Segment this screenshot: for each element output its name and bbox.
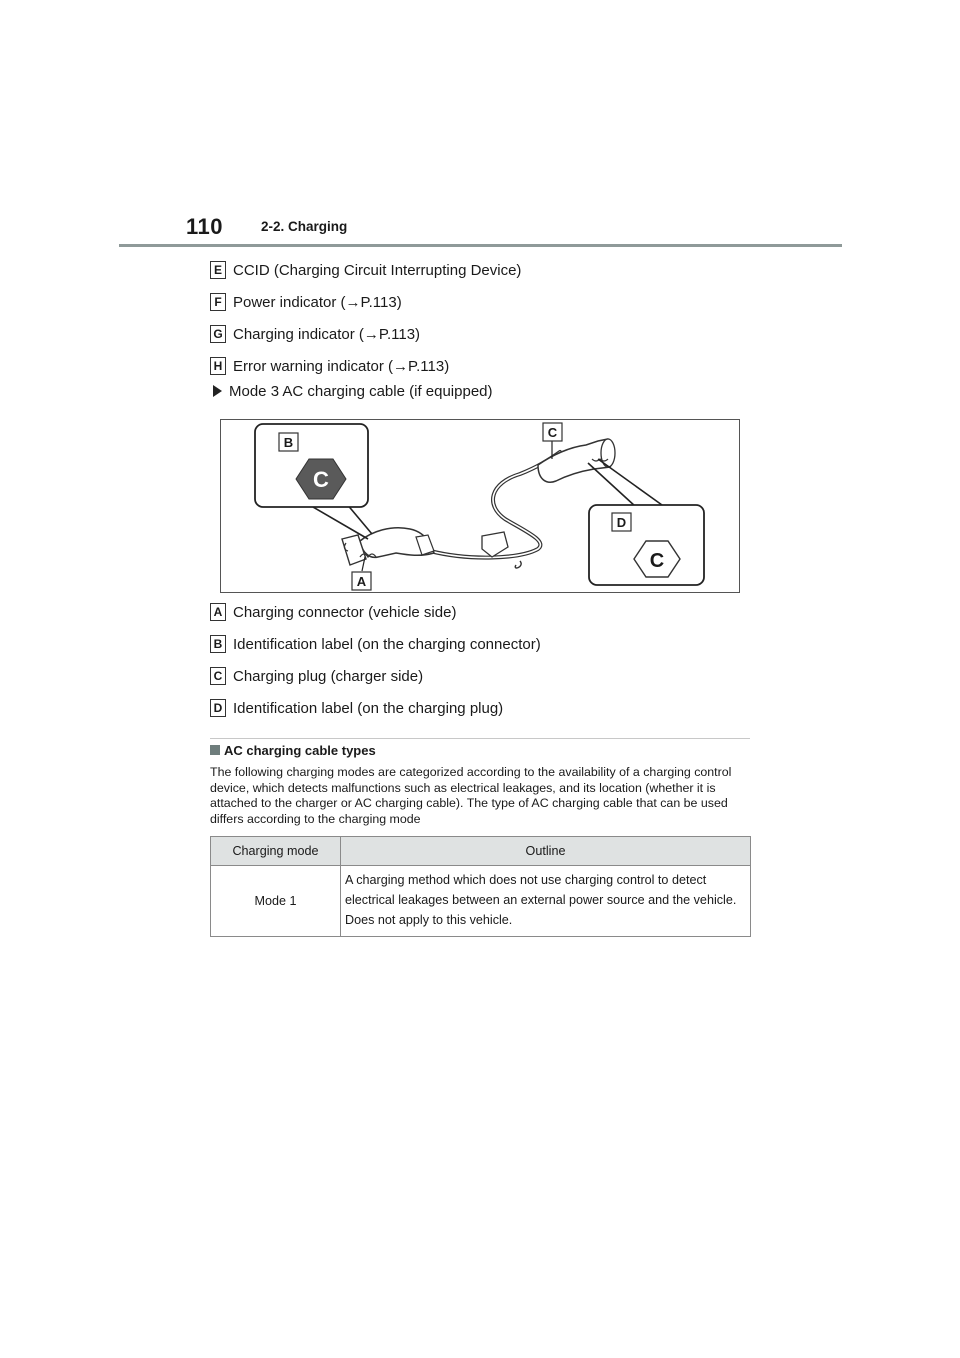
callout-letter: D [616,515,627,530]
section-title: 2-2. Charging [261,219,348,234]
callout-letter: C [547,425,558,440]
letter-badge: B [210,635,226,653]
legend-text: Error warning indicator (→P.113) [233,358,450,375]
hexagon-letter: C [313,467,329,492]
square-bullet-icon [210,745,220,755]
legend-text: Power indicator (→P.113) [233,294,402,311]
column-header-outline: Outline [341,837,751,866]
legend-text: Charging indicator (→P.113) [233,326,421,343]
mode-cell: Mode 1 [211,866,341,937]
page-number: 110 [186,214,223,239]
callout-letter: B [283,435,294,450]
legend-text: Charging plug (charger side) [233,668,424,685]
charging-mode-table [210,836,751,937]
letter-badge: G [210,325,226,343]
letter-badge: A [210,603,226,621]
header-rule [119,244,842,247]
subheading-text: Mode 3 AC charging cable (if equipped) [229,383,493,400]
letter-badge: D [210,699,226,717]
charging-cable-figure [220,419,740,593]
letter-badge: E [210,261,226,279]
legend-text: Identification label (on the charging connector) [233,636,541,653]
legend-text: Charging connector (vehicle side) [233,604,457,621]
note-divider [210,738,750,739]
letter-badge: H [210,357,226,375]
letter-badge: F [210,293,226,311]
outline-cell: A charging method which does not use charging control to detect electrical leakages between an external power source and the vehicle. Does not apply to this vehicle. [341,866,751,937]
table-header-row [211,837,751,866]
note-heading [210,743,376,758]
legend-text: Identification label (on the charging plug) [233,700,504,717]
hexagon-letter: C [649,550,665,572]
triangle-bullet-icon [213,385,222,397]
legend-text: CCID (Charging Circuit Interrupting Device) [233,262,522,279]
letter-badge: C [210,667,226,685]
figure-subheading [213,383,493,400]
note-heading-text: AC charging cable types [224,743,376,758]
note-body: The following charging modes are categorized according to the availability of a charging control device, which detects malfunctions such as electrical leakages, and its location (whether it is attached to the charger or AC charging cable). The type of AC charging cable that can be used differs according to the charging mode [210,765,732,826]
callout-letter: A [356,574,367,589]
table-row [211,866,751,937]
column-header-mode: Charging mode [211,837,341,866]
